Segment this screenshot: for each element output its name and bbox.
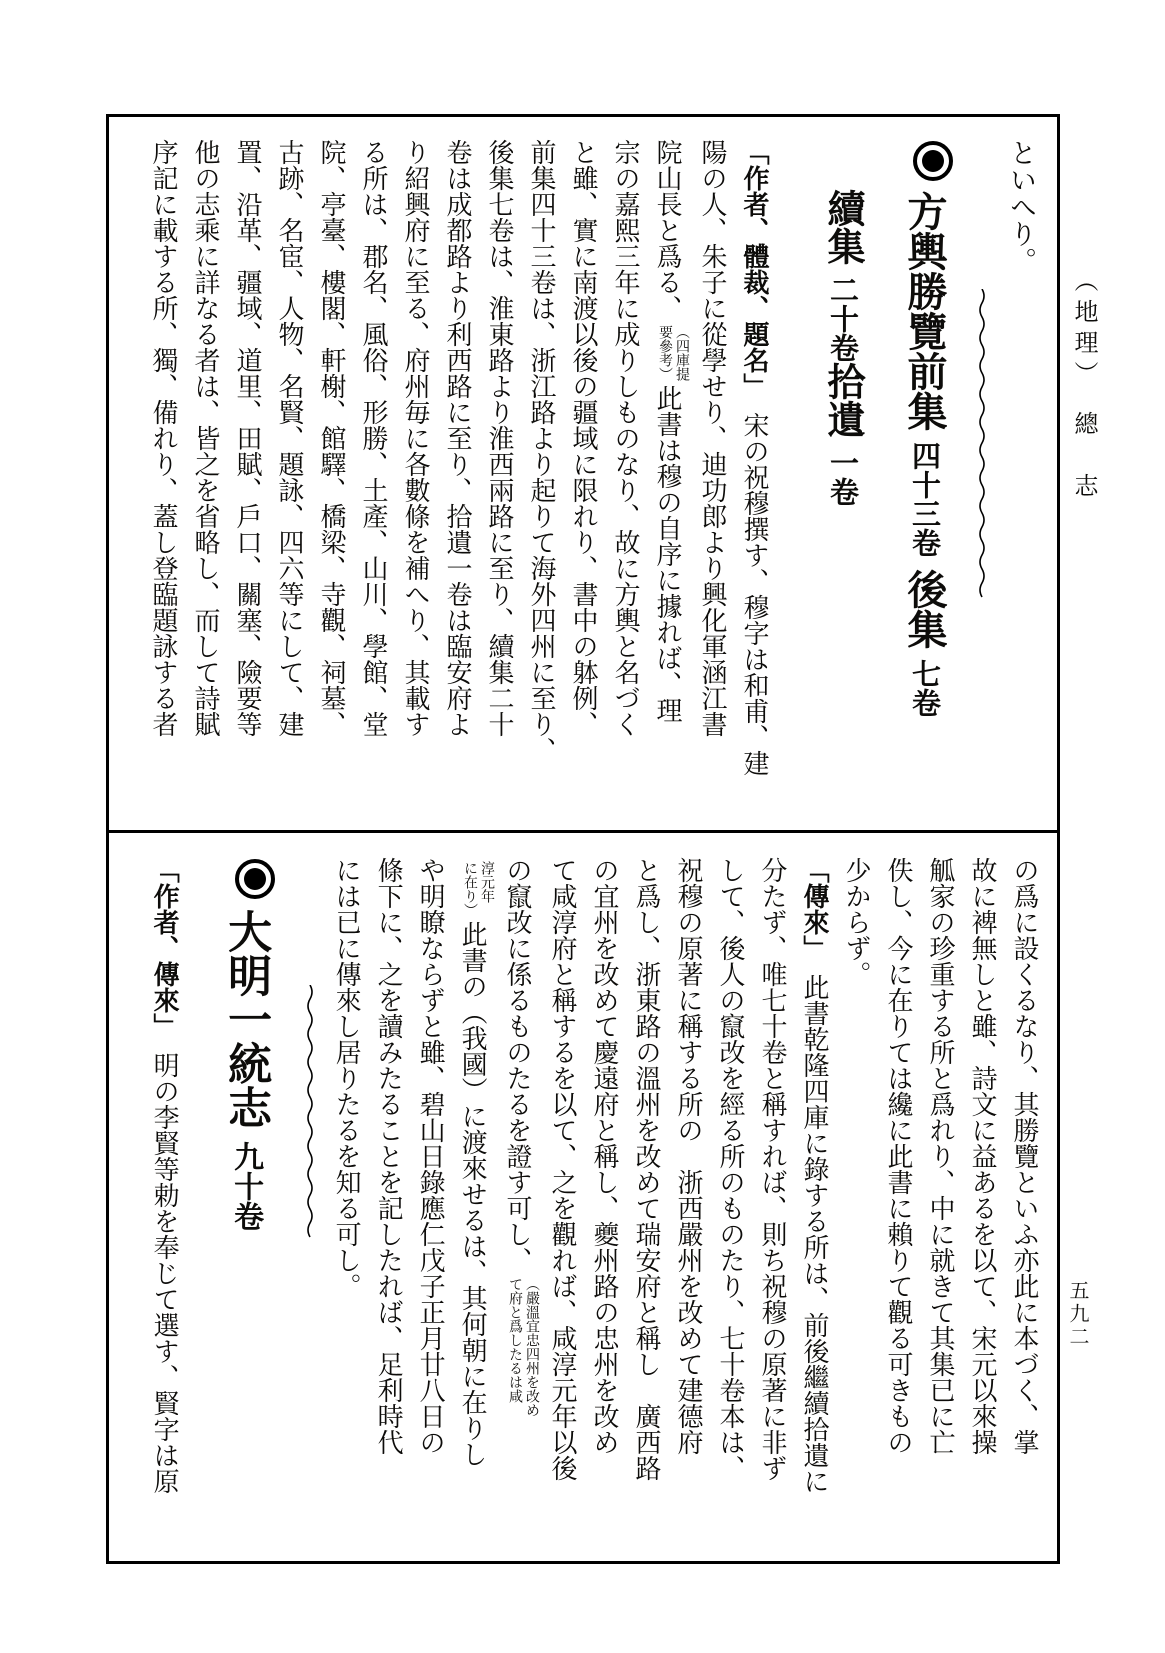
text-column (496, 857, 541, 1585)
section-houyushoran (109, 117, 1057, 852)
text-column: には已に傳來し居りたるを知る可し。 (332, 857, 362, 1299)
subsection-label: 「傳來」 (800, 857, 829, 948)
note-line: に在り） (462, 861, 478, 917)
subsection-label: 「作者、體裁、題名」 (740, 139, 769, 386)
text-column (143, 857, 185, 1585)
wavy-line-icon (977, 289, 987, 601)
title-text-part3: 續集 (821, 189, 863, 265)
text-column: て咸淳府と稱するを以て、之を觀れば、咸淳元年以後 (548, 857, 577, 1481)
volume-count3: 二十卷 (826, 275, 858, 362)
wavy-line-icon (305, 985, 315, 1241)
volume-count: 四十三卷 (908, 441, 940, 557)
note-line: （四庫提 (674, 325, 689, 381)
volume-count2: 七卷 (908, 659, 940, 717)
text-column: 他の志乘に詳なる者は、皆之を省略し、而して詩賦 (191, 139, 221, 737)
entry-bullet-icon (913, 141, 953, 181)
volume-count: 九十卷 (229, 1141, 263, 1231)
column-text: 宋の祝穆撰す、穆字は和甫、建 (740, 386, 769, 776)
section-daimin-ittoshi (109, 833, 1057, 1585)
text-column: 祝穆の原著に稱する所の 浙西嚴州を改めて建德府 (674, 857, 703, 1455)
text-column: 置、沿革、疆域、道里、田賦、戶口、關塞、險要等 (233, 139, 263, 737)
text-column: の爲に設くるなり、其勝覽といふ亦此に本づく、掌 (1010, 857, 1039, 1455)
interlinear-note (506, 1277, 540, 1417)
text-column: る所は、郡名、風俗、形勝、土產、山川、學館、堂 (359, 139, 389, 737)
column-text: 此書の（我國）に渡來せるは、其何朝に在りし (458, 921, 488, 1467)
interlinear-note (656, 325, 690, 381)
page-number: 五九二 (1066, 1280, 1088, 1349)
text-column: と雖、實に南渡以後の疆域に限れり、書中の躰例、 (569, 139, 599, 737)
text-column: 佚し、今に在りては纔に此書に賴りて觀る可きもの (884, 857, 913, 1455)
text-column: 古跡、名宦、人物、名賢、題詠、四六等にして、建 (275, 139, 305, 737)
text-column: や明瞭ならずと雖、碧山日錄應仁戊子正月廿八日の (416, 857, 446, 1455)
text-column: 分たず、唯七十卷と稱すれば、則ち祝穆の原著に非ず (758, 857, 787, 1481)
column-text: 此書は穆の自序に據れば、理 (653, 385, 683, 723)
text-column: 陽の人、朱子に從學せり、迪功郎より興化軍涵江書 (698, 139, 727, 737)
subsection-label: 「作者、傳來」 (150, 857, 180, 1026)
column-text: 院山長と爲る、 (653, 139, 683, 321)
carryover-text: といへり。 (1006, 139, 1036, 274)
text-column (451, 857, 496, 1585)
text-column: 前集四十三卷は、浙江路より起りて海外四州に至り、 (527, 139, 557, 763)
text-column: の宜州を改めて慶遠府と稱し、夔州路の忠州を改め (590, 857, 619, 1455)
interlinear-note (461, 861, 495, 917)
title-text: 大明一統志 (221, 909, 271, 1129)
note-line: 要參考） (657, 325, 672, 381)
text-column: と爲し、浙東路の溫州を改めて瑞安府と稱し 廣西路 (632, 857, 661, 1481)
text-column: り紹興府に至る、府州毎に各數條を補へり、其載す (401, 139, 431, 737)
text-column: 宗の嘉熙三年に成りしものなり、故に方輿と名づく (611, 139, 641, 737)
entry-title-continuation (803, 139, 881, 852)
text-column: 故に裨無しと雖、詩文に益あるを以て、宋元以來操 (968, 857, 997, 1455)
text-column (793, 857, 835, 1585)
text-column: 院、亭臺、樓閣、軒榭、館驛、橋梁、寺觀、祠墓、 (317, 139, 347, 737)
text-column: 觚家の珍重する所と爲れり、中に就きて其集已に亡 (926, 857, 955, 1455)
text-column: 少からず。 (842, 857, 871, 987)
note-line: （嚴溫宜忠四州を改め (524, 1277, 539, 1417)
entry-title-daimin-ittoshi (199, 857, 291, 1585)
text-column: して、後人の竄改を經る所のものたり、七十卷本は、 (716, 857, 745, 1481)
text-column (733, 139, 775, 852)
title-text-part4: 拾遺 (821, 362, 863, 438)
wavy-divider (973, 139, 991, 852)
column-text: 明の李賢等勅を奉じて選す、賢字は原 (150, 1026, 180, 1494)
margin-header: （地理） 總 志 (1070, 268, 1096, 504)
entry-title-houyushoran (881, 139, 967, 852)
note-line: て府と爲したるは咸 (507, 1277, 522, 1403)
text-column (646, 139, 691, 852)
wavy-divider (301, 857, 319, 1585)
text-column: 卷は成都路より利西路に至り、拾遺一卷は臨安府よ (443, 139, 473, 737)
title-text-part2: 後集 (902, 569, 947, 649)
text-column: 條下に、之を讀みたることを記したれば、足利時代 (374, 857, 404, 1455)
text-column: 後集七卷は、淮東路より淮西兩路に至り、續集二十 (485, 139, 515, 737)
entry-bullet-icon (235, 859, 275, 899)
page-border-frame (106, 114, 1060, 1564)
column-text: 此書乾隆四庫に錄する所は、前後繼續拾遺に (800, 948, 829, 1494)
note-line: 淳元年 (479, 861, 495, 903)
title-text: 方輿勝覽前集 (902, 191, 947, 431)
volume-count4: 一卷 (826, 448, 858, 506)
text-column: 序記に載する所、獨、備れり、蓋し登臨題詠する者 (149, 139, 179, 737)
column-text: の竄改に係るものたるを證す可し、 (503, 857, 533, 1273)
